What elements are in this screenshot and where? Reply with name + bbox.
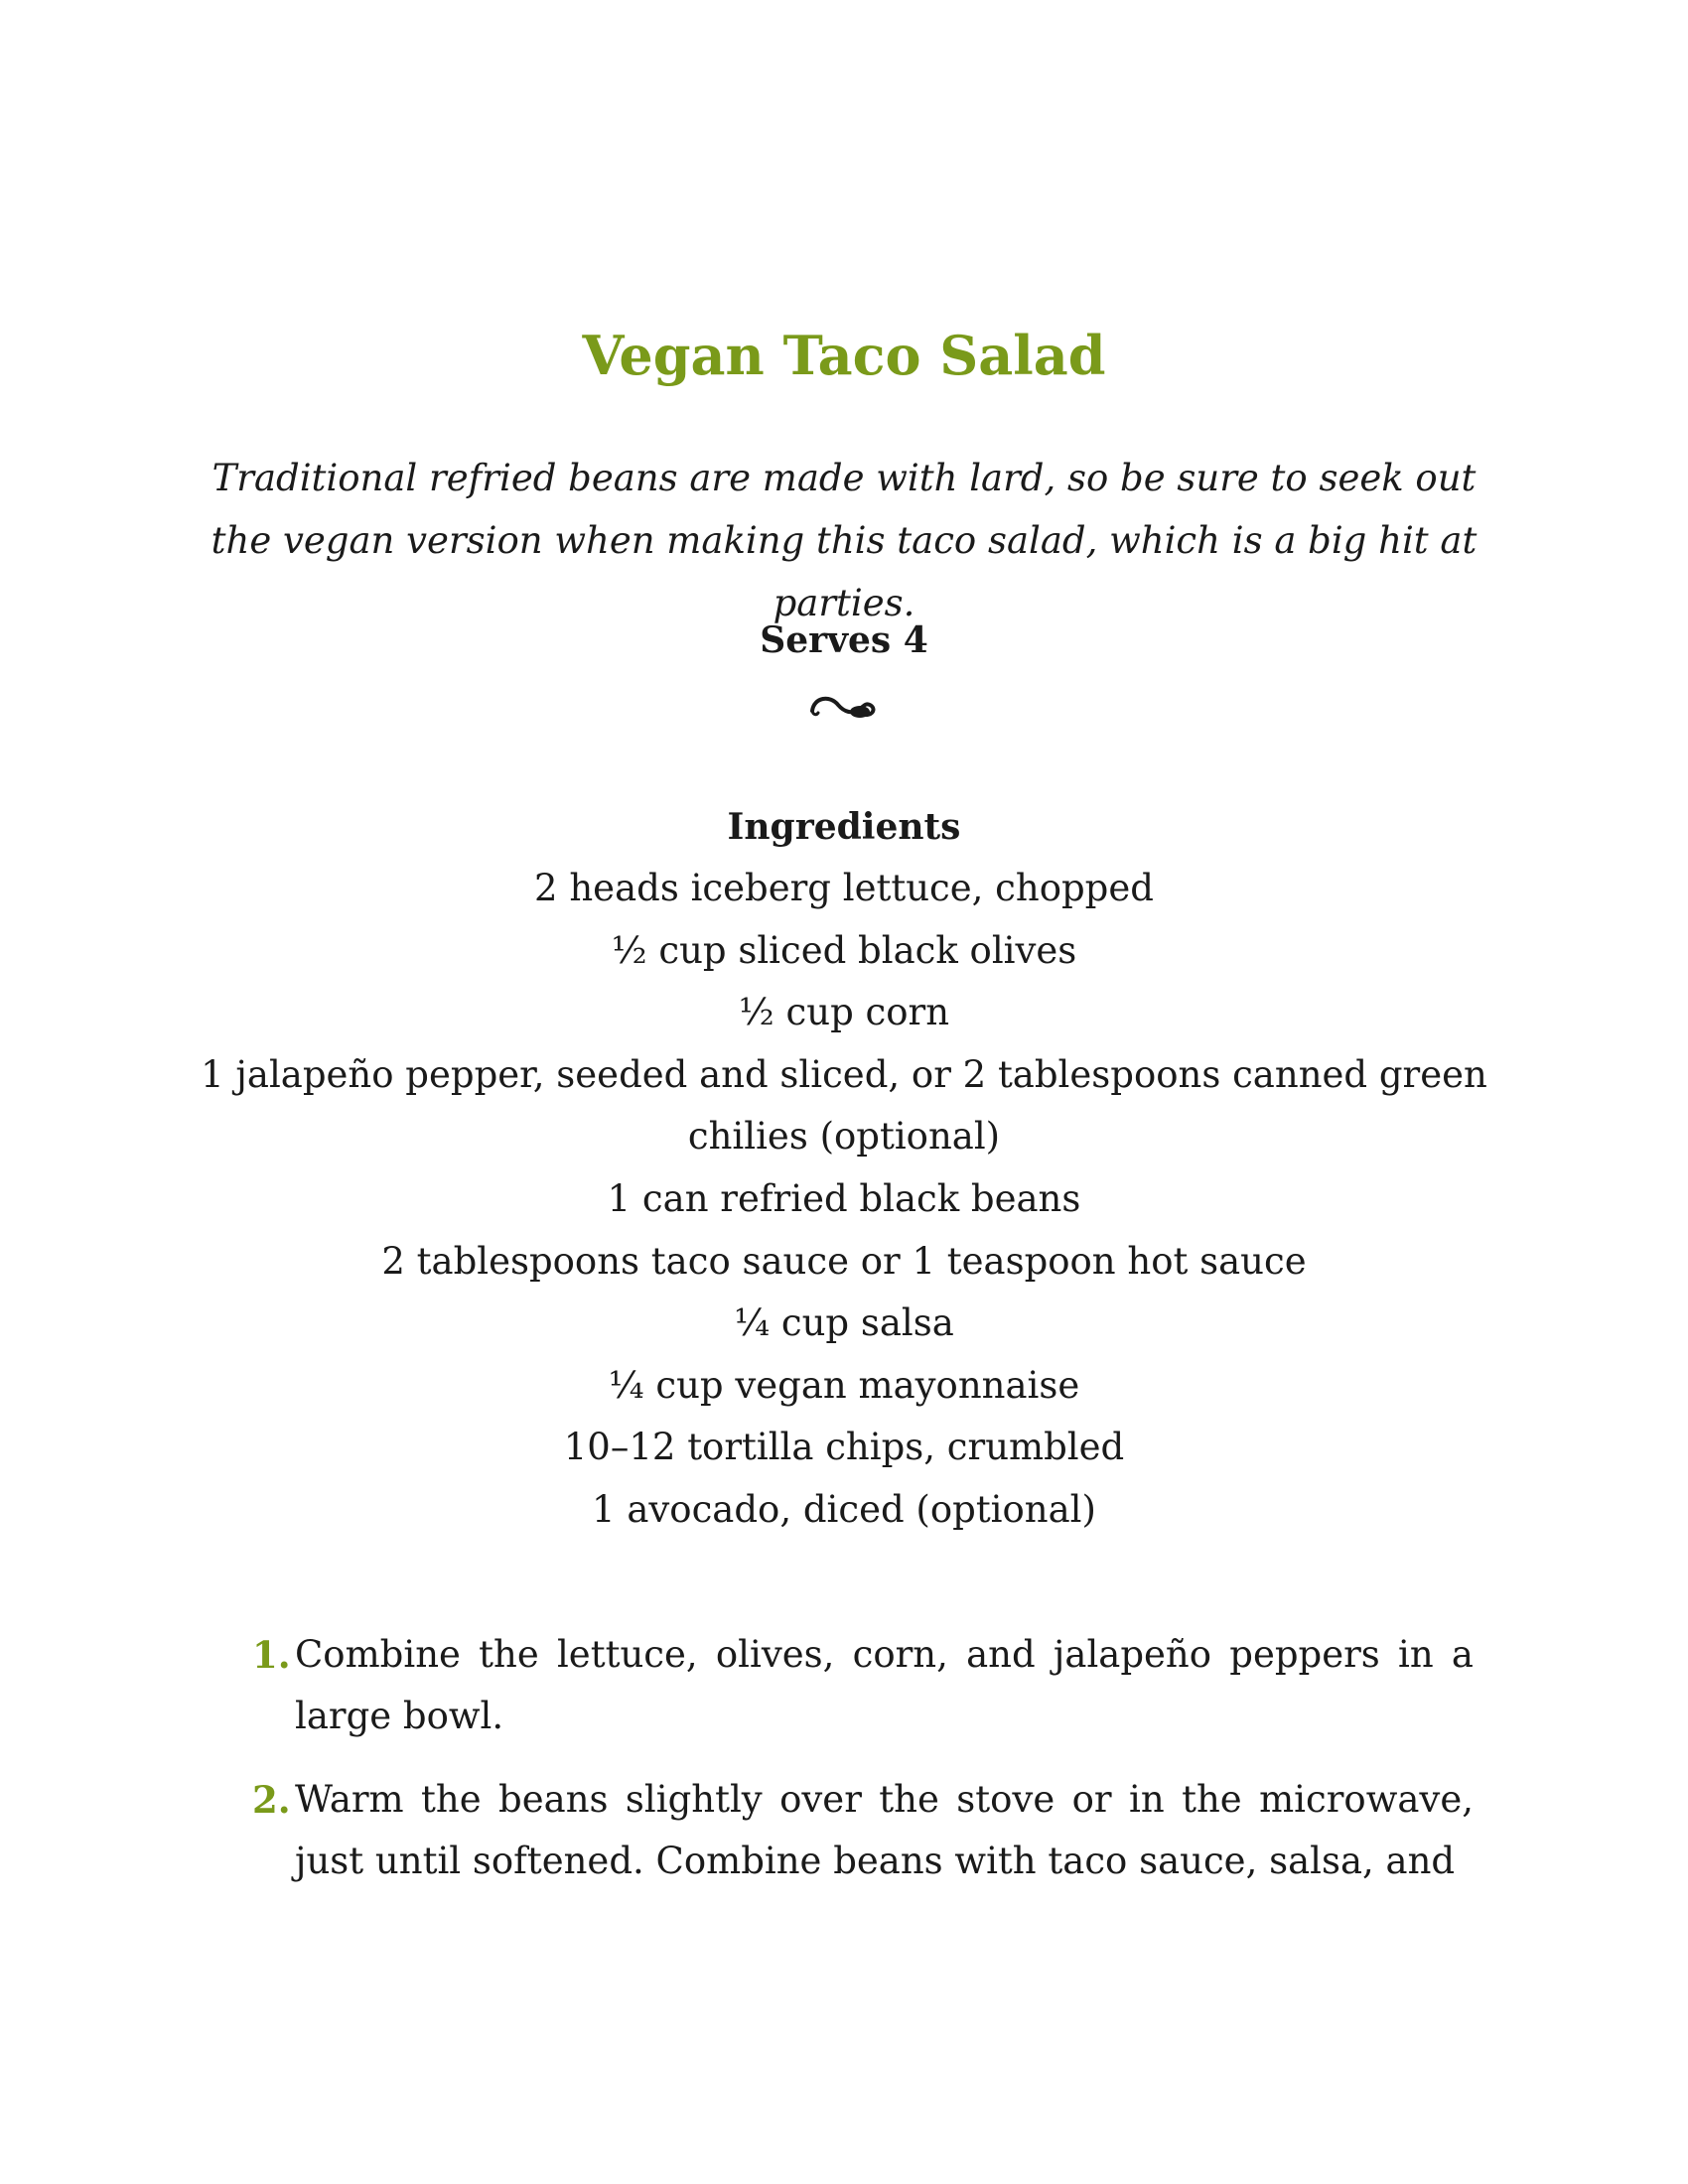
ingredient-item: 10–12 tortilla chips, crumbled [563, 1426, 1125, 1469]
ingredient-item: 2 heads iceberg lettuce, chopped [534, 867, 1154, 909]
steps-list [252, 1624, 1474, 1914]
ingredient-item: ¼ cup salsa [734, 1301, 954, 1345]
serves-label: Serves 4 [760, 619, 928, 661]
ingredient-item: 1 can refried black beans [607, 1176, 1081, 1220]
step-text: Warm the beans slightly over the stove or in the microwave, just until softened. Combine beans with taco sauce, salsa, and [295, 1778, 1474, 1882]
ingredient-item: 1 jalapeño pepper, seeded and sliced, or 2 tablespoons canned green chilies (optional) [201, 1052, 1487, 1159]
step-item [252, 1624, 1474, 1747]
ingredient-item: ½ cup sliced black olives [611, 928, 1077, 972]
step-number: 2. [252, 1778, 291, 1822]
ingredient-item: 2 tablespoons taco sauce or 1 teaspoon hot sauce [381, 1239, 1307, 1283]
ingredients-list [199, 858, 1489, 1542]
step-number: 1. [252, 1633, 291, 1677]
step-item [252, 1769, 1474, 1892]
recipe-title: Vegan Taco Salad [582, 324, 1106, 387]
ingredient-item: ½ cup corn [738, 991, 950, 1034]
ingredient-item: ¼ cup vegan mayonnaise [608, 1363, 1080, 1407]
ingredient-item: 1 avocado, diced (optional) [592, 1487, 1096, 1531]
step-text: Combine the lettuce, olives, corn, and jalapeño peppers in a large bowl. [295, 1633, 1474, 1737]
swash-ornament-icon [804, 685, 884, 725]
recipe-intro: Traditional refried beans are made with lard, so be sure to seek out the vegan version when making this taco salad, which is a big hit at parties. [211, 457, 1477, 624]
ingredients-heading: Ingredients [727, 806, 961, 848]
